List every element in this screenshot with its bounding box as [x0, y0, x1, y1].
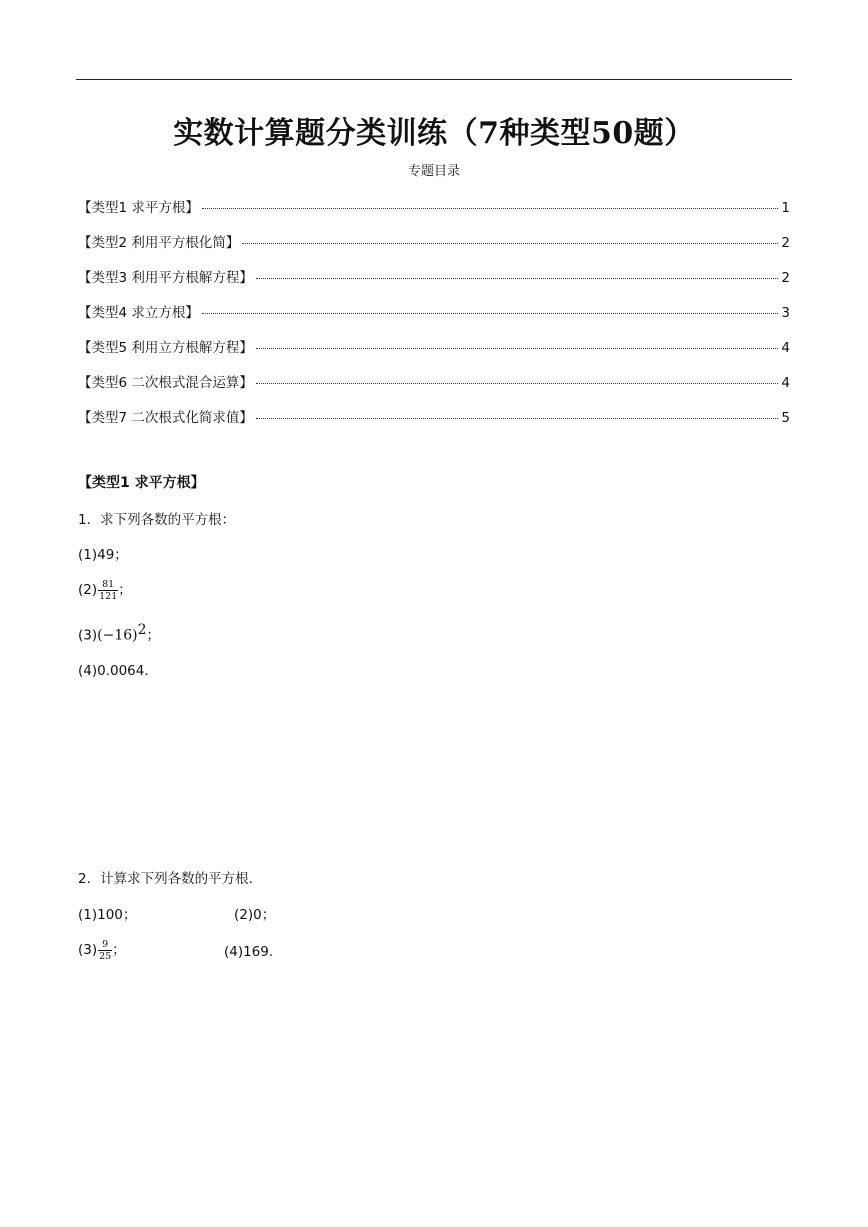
- fraction: [98, 579, 118, 602]
- toc-entry-7[interactable]: [78, 406, 790, 441]
- toc-entry-label: 【类型5 利用立方根解方程】: [78, 340, 253, 356]
- toc-entry-page: 4: [781, 340, 790, 356]
- toc-entry-4[interactable]: [78, 301, 790, 336]
- toc-entry-label: 【类型1 求平方根】: [78, 200, 199, 216]
- toc-entry-label: 【类型7 二次根式化简求值】: [78, 410, 253, 426]
- toc-entry-3[interactable]: [78, 266, 790, 301]
- toc-leader-dots: [202, 208, 779, 209]
- toc-entry-label: 【类型6 二次根式混合运算】: [78, 375, 253, 391]
- toc-entry-page: 2: [781, 235, 790, 251]
- toc-leader-dots: [256, 383, 779, 384]
- toc-leader-dots: [202, 313, 779, 314]
- question-2-prompt: 2．计算求下列各数的平方根．: [78, 871, 263, 887]
- exponent: 2: [137, 622, 147, 638]
- toc-entry-page: 2: [781, 270, 790, 286]
- question-1-item-3: [78, 622, 160, 644]
- table-of-contents: [78, 196, 790, 441]
- toc-entry-label: 【类型3 利用平方根解方程】: [78, 270, 253, 286]
- toc-entry-1[interactable]: [78, 196, 790, 231]
- question-1-item-1: (1)49；: [78, 547, 128, 563]
- item-index: (2): [78, 582, 98, 598]
- toc-entry-label: 【类型2 利用平方根化简】: [78, 235, 240, 251]
- toc-entry-page: 4: [781, 375, 790, 391]
- item-index: (3): [78, 942, 98, 958]
- toc-entry-page: 1: [781, 200, 790, 216]
- toc-heading: 专题目录: [407, 164, 460, 179]
- section-heading: 【类型1 求平方根】: [78, 475, 205, 491]
- fraction-numerator: 9: [102, 938, 109, 950]
- question-2-item-2: (2)0；: [234, 907, 276, 923]
- toc-leader-dots: [242, 243, 778, 244]
- toc-leader-dots: [256, 348, 779, 349]
- question-1-prompt: 1．求下列各数的平方根：: [78, 512, 236, 528]
- question-1-item-4: (4)0.0064．: [78, 663, 158, 679]
- item-index: (3): [78, 627, 98, 644]
- document-title: 实数计算题分类训练（7种类型50题）: [173, 116, 695, 151]
- math-expression: (−16): [97, 627, 138, 644]
- item-punctuation: ；: [146, 627, 161, 644]
- question-2-item-4: (4)169.: [224, 944, 274, 960]
- toc-entry-page: 5: [781, 410, 790, 426]
- toc-leader-dots: [256, 278, 779, 279]
- question-2-item-1: (1)100；: [78, 907, 137, 923]
- toc-entry-2[interactable]: [78, 231, 790, 266]
- fraction-denominator: 121: [99, 590, 118, 602]
- toc-entry-5[interactable]: [78, 336, 790, 371]
- toc-entry-6[interactable]: [78, 371, 790, 406]
- question-1-item-2: [78, 578, 132, 602]
- toc-leader-dots: [256, 418, 779, 419]
- question-2-item-3: [78, 938, 126, 962]
- header-rule: [76, 79, 792, 80]
- fraction-denominator: 25: [99, 950, 112, 962]
- toc-entry-label: 【类型4 求立方根】: [78, 305, 199, 321]
- item-punctuation: ；: [112, 942, 126, 958]
- item-punctuation: ；: [118, 582, 132, 598]
- toc-entry-page: 3: [781, 305, 790, 321]
- fraction: [98, 939, 112, 962]
- fraction-numerator: 81: [102, 578, 115, 590]
